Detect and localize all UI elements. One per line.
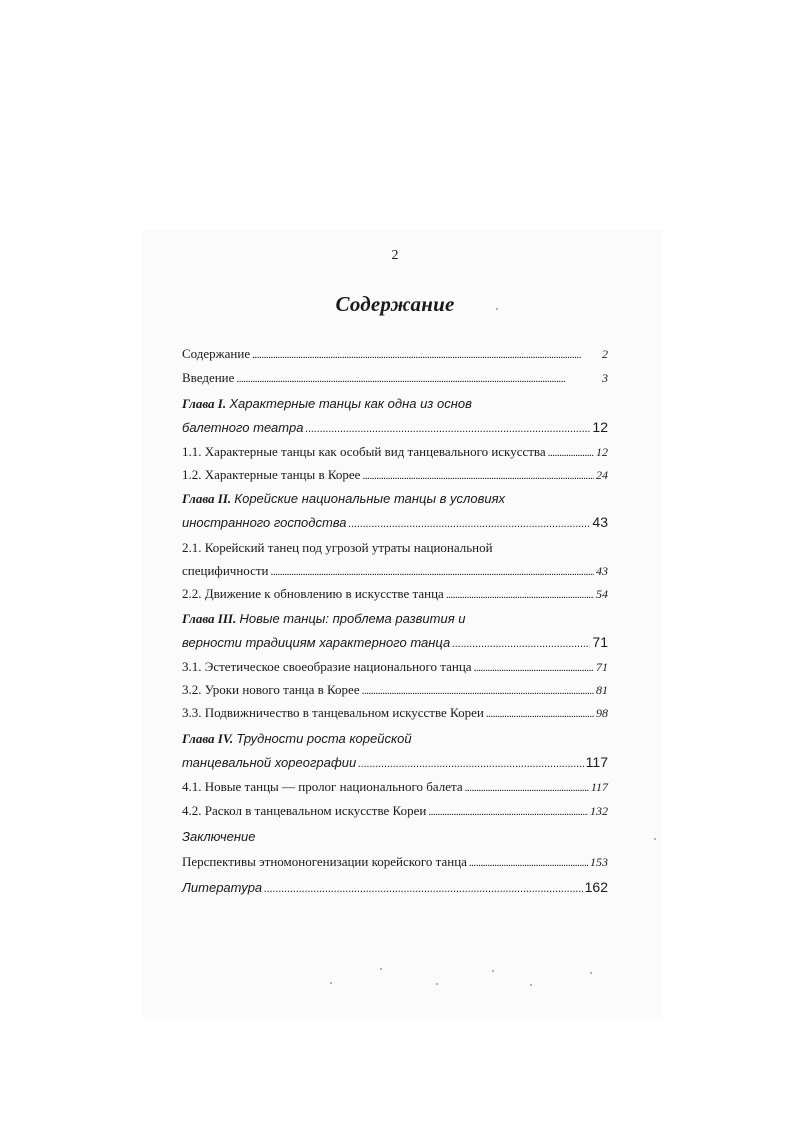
scan-speck xyxy=(590,972,592,974)
toc-page-number: 43 xyxy=(592,514,608,530)
toc-entry-text: 4.2. Раскол в танцевальном искусстве Кореи xyxy=(182,803,427,818)
toc-page-number: 117 xyxy=(590,780,608,794)
toc-entry-4-1[interactable] xyxy=(182,779,608,799)
toc-page-number: 12 xyxy=(596,445,608,459)
toc-entry-text: Содержание xyxy=(182,346,251,361)
toc-entry-text: 1.1. Характерные танцы как особый вид танцевального искусства xyxy=(182,444,546,459)
toc-page-number: 54 xyxy=(596,587,608,601)
toc-entry-intro[interactable] xyxy=(182,370,608,390)
toc-page-number: 3 xyxy=(602,371,608,385)
toc-entry-text: 4.1. Новые танцы — пролог национального балета xyxy=(182,779,463,794)
leader-dots xyxy=(446,586,594,602)
toc-entry-text-continued: специфичности xyxy=(182,563,269,578)
toc-page-number: 12 xyxy=(592,419,608,435)
leader-dots xyxy=(486,705,594,721)
leader-dots xyxy=(358,755,583,770)
chapter-title-continued: балетного театра xyxy=(182,420,304,435)
leader-dots xyxy=(452,635,590,650)
toc-chapter-3[interactable] xyxy=(182,634,608,654)
toc-chapter-2[interactable] xyxy=(182,514,608,534)
toc-entry-text: 3.1. Эстетическое своеобразие национального танца xyxy=(182,659,472,674)
toc-entry-text: 3.3. Подвижничество в танцевальном искусстве Кореи xyxy=(182,705,484,720)
chapter-title-continued: верности традициям характерного танца xyxy=(182,635,451,650)
toc-chapter-2-line1 xyxy=(182,491,608,511)
leader-dots xyxy=(474,659,594,675)
toc-page-number: 24 xyxy=(596,468,608,482)
leader-dots xyxy=(465,779,589,795)
page-title: Содержание xyxy=(335,292,455,316)
toc-chapter-4[interactable] xyxy=(182,754,608,774)
chapter-label: Глава II. xyxy=(182,491,232,506)
toc-chapter-3-line1 xyxy=(182,611,608,631)
toc-entry-contents[interactable] xyxy=(182,346,608,366)
scan-speck xyxy=(492,970,494,972)
toc-chapter-1[interactable] xyxy=(182,419,608,439)
leader-dots xyxy=(349,515,591,530)
toc-page-number: 71 xyxy=(592,634,608,650)
toc-entry-1-1[interactable] xyxy=(182,444,608,464)
toc-chapter-1-line1 xyxy=(182,396,608,416)
chapter-title-continued: танцевальной хореографии xyxy=(182,755,357,770)
leader-dots xyxy=(305,420,590,435)
toc-entry-4-2[interactable] xyxy=(182,803,608,823)
toc-entry-text: 2.2. Движение к обновлению в искусстве танца xyxy=(182,586,444,601)
leader-dots xyxy=(271,563,594,579)
toc-page-number: 2 xyxy=(602,347,608,361)
scan-speck xyxy=(530,984,532,986)
toc-entry-3-3[interactable] xyxy=(182,705,608,725)
chapter-title: Характерные танцы как одна из основ xyxy=(229,396,472,411)
toc-page-number: 132 xyxy=(590,804,608,818)
scan-speck xyxy=(380,968,382,970)
toc-page-number: 71 xyxy=(596,660,608,674)
toc-page-number: 98 xyxy=(596,706,608,720)
toc-entry-3-2[interactable] xyxy=(182,682,608,702)
leader-dots xyxy=(236,370,600,386)
toc-page-number: 162 xyxy=(584,879,608,895)
toc-entry-2-1-line1 xyxy=(182,540,608,560)
toc-entry-text: 3.2. Уроки нового танца в Корее xyxy=(182,682,360,697)
leader-dots xyxy=(548,444,594,460)
scan-speck xyxy=(654,838,656,840)
toc-entry-text: 1.2. Характерные танцы в Корее xyxy=(182,467,361,482)
scan-speck xyxy=(436,983,438,985)
toc-entry-text: Литература xyxy=(182,880,263,895)
chapter-label: Глава III. xyxy=(182,611,237,626)
toc-page-number: 153 xyxy=(590,855,608,869)
toc-entry-text: Перспективы этномоногенизации корейского танца xyxy=(182,854,467,869)
leader-dots xyxy=(362,467,594,483)
toc-page-number: 43 xyxy=(596,564,608,578)
chapter-title: Новые танцы: проблема развития и xyxy=(239,611,466,626)
toc-entry-text: 2.1. Корейский танец под угрозой утраты национальной xyxy=(182,540,493,555)
leader-dots xyxy=(469,854,588,870)
conclusion-label: Заключение xyxy=(182,829,256,844)
toc-conclusion-label xyxy=(182,829,608,849)
toc-entry-text: Введение xyxy=(182,370,235,385)
page-number: 2 xyxy=(391,248,399,263)
toc-chapter-4-line1 xyxy=(182,731,608,751)
toc-entry-1-2[interactable] xyxy=(182,467,608,487)
leader-dots xyxy=(428,803,588,819)
toc-page-number: 81 xyxy=(596,683,608,697)
chapter-title-continued: иностранного господства xyxy=(182,515,347,530)
toc-entry-literature[interactable] xyxy=(182,879,608,899)
leader-dots xyxy=(264,880,582,895)
scan-speck xyxy=(496,308,498,310)
chapter-label: Глава I. xyxy=(182,396,227,411)
scan-speck xyxy=(330,982,332,984)
leader-dots xyxy=(252,346,600,362)
leader-dots xyxy=(362,682,594,698)
chapter-label: Глава IV. xyxy=(182,731,234,746)
toc-entry-conclusion[interactable] xyxy=(182,854,608,874)
toc-entry-3-1[interactable] xyxy=(182,659,608,679)
chapter-title: Корейские национальные танцы в условиях xyxy=(234,491,506,506)
toc-page-number: 117 xyxy=(585,754,608,770)
chapter-title: Трудности роста корейской xyxy=(236,731,412,746)
toc-entry-2-2[interactable] xyxy=(182,586,608,606)
toc-entry-2-1[interactable] xyxy=(182,563,608,583)
